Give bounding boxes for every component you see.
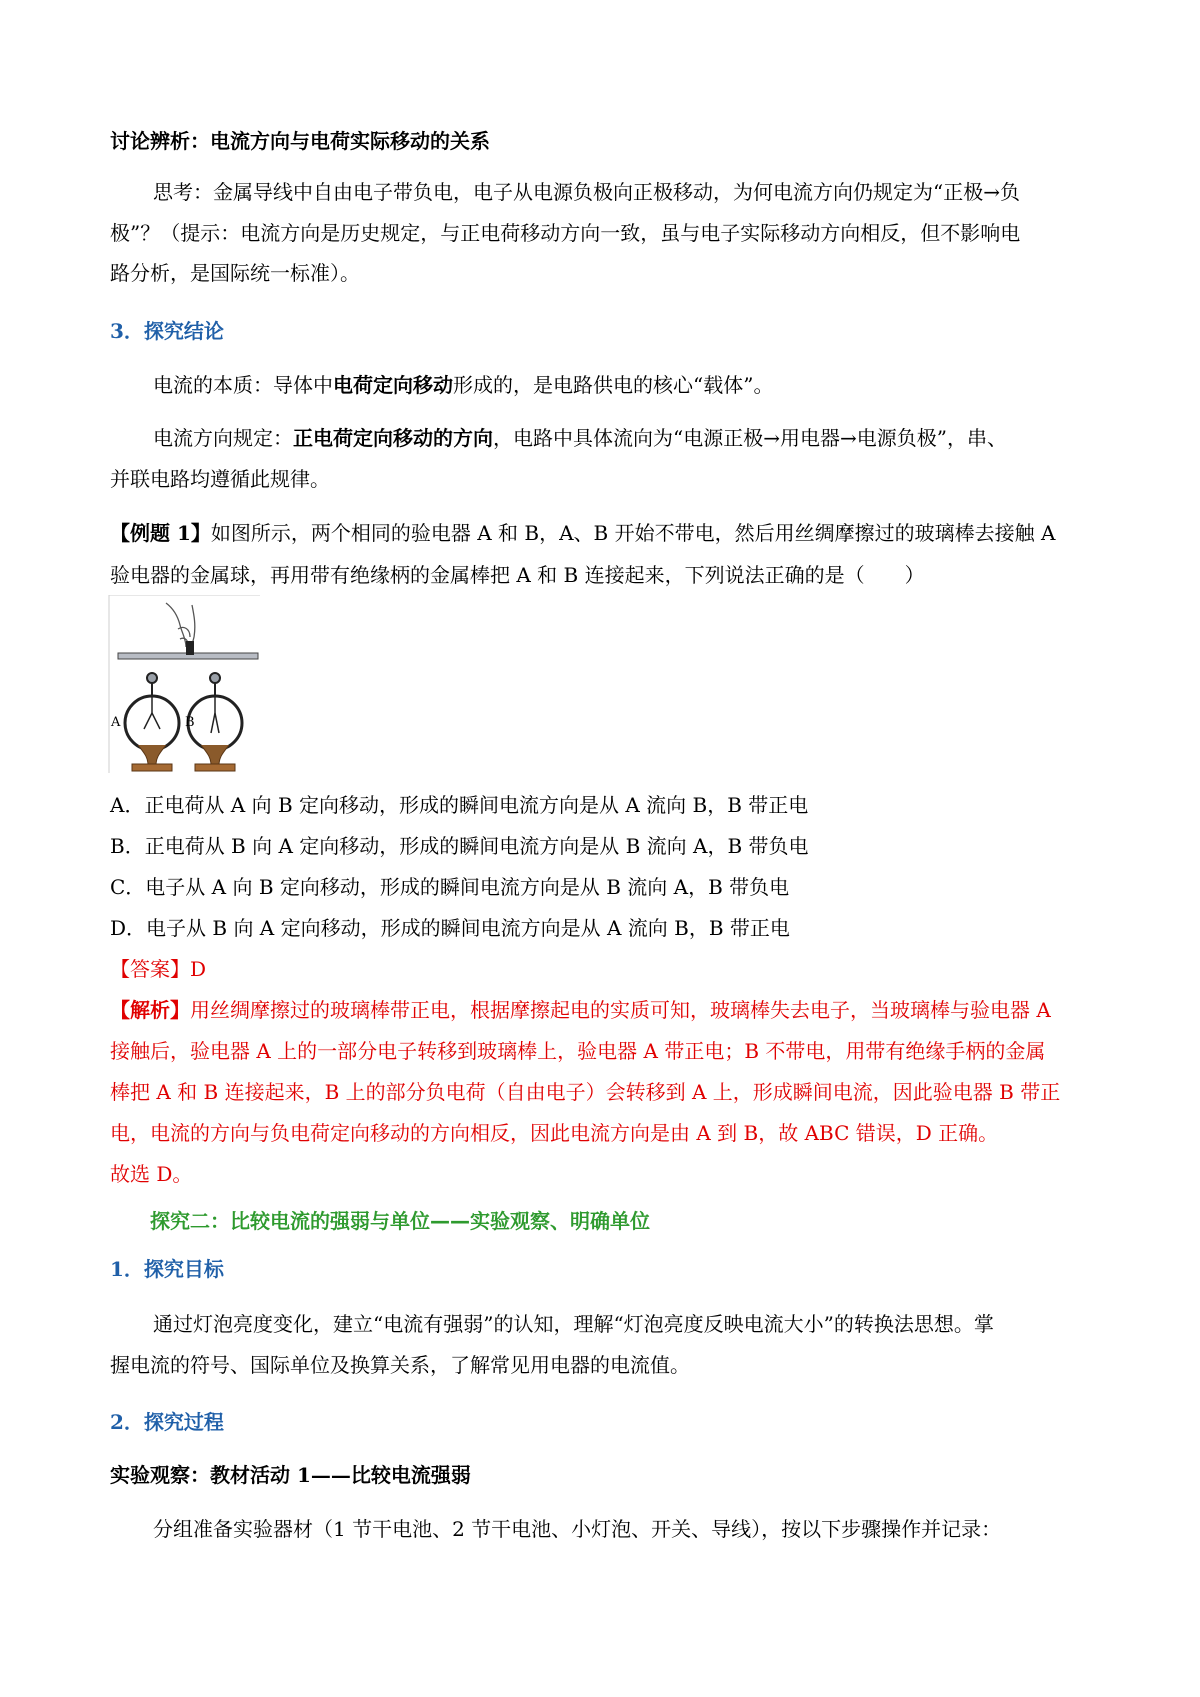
analysis-line-1 <box>110 996 1051 1024</box>
option-c: C．电子从 A 向 B 定向移动，形成的瞬间电流方向是从 B 流向 A，B 带负电 <box>110 875 790 899</box>
text-run: 形成的，是电路供电的核心“载体”。 <box>453 373 774 397</box>
analysis-text: 用丝绸摩擦过的玻璃棒带正电，根据摩擦起电的实质可知，玻璃棒失去电子，当玻璃棒与验电器 A <box>190 998 1051 1022</box>
hand-icon <box>166 603 195 647</box>
insulated-handle <box>186 641 194 655</box>
analysis-line-5: 故选 D。 <box>110 1162 193 1186</box>
example-text: 如图所示，两个相同的验电器 A 和 B，A、B 开始不带电，然后用丝绸摩擦过的玻璃棒去接触 A <box>210 521 1056 545</box>
answer-value: D <box>190 957 207 981</box>
emphasis-run: 正电荷定向移动的方向 <box>293 426 493 450</box>
text-run: ，电路中具体流向为“电源正极→用电器→电源负极”，串、 <box>493 426 1007 450</box>
conclusion-paragraph-2 <box>153 424 1007 452</box>
think-line-3: 路分析，是国际统一标准）。 <box>110 261 360 285</box>
goal-line-1: 通过灯泡亮度变化，建立“电流有强弱”的认知，理解“灯泡亮度反映电流大小”的转换法思想。掌 <box>153 1312 994 1336</box>
text-run: 电流的本质：导体中 <box>153 373 333 397</box>
discussion-heading: 讨论辨析：电流方向与电荷实际移动的关系 <box>110 129 490 153</box>
analysis-line-4: 电，电流的方向与负电荷定向移动的方向相反，因此电流方向是由 A 到 B，故 ABC 错误，D 正确。 <box>110 1121 999 1145</box>
example-tag: 【例题 1】 <box>110 521 211 545</box>
text-run: 电流方向规定： <box>153 426 293 450</box>
conclusion-paragraph-1 <box>153 371 773 399</box>
analysis-line-2: 接触后，验电器 A 上的一部分电子转移到玻璃棒上，验电器 A 带正电；B 不带电，用带有绝缘手柄的金属 <box>110 1039 1046 1063</box>
experiment-heading: 实验观察：教材活动 1——比较电流强弱 <box>110 1463 471 1487</box>
think-line-1: 思考：金属导线中自由电子带负电，电子从电源负极向正极移动，为何电流方向仍规定为“正极→负 <box>153 180 1020 204</box>
analysis-line-3: 棒把 A 和 B 连接起来，B 上的部分负电荷（自由电子）会转移到 A 上，形成瞬间电流，因此验电器 B 带正 <box>110 1080 1061 1104</box>
option-b: B．正电荷从 B 向 A 定向移动，形成的瞬间电流方向是从 B 流向 A，B 带负电 <box>110 834 809 858</box>
electroscope-b <box>188 673 242 750</box>
conclusion-heading: 3．探究结论 <box>110 319 224 343</box>
label-a: A <box>111 715 121 730</box>
example-line-2: 验电器的金属球，再用带有绝缘柄的金属棒把 A 和 B 连接起来，下列说法正确的是（ ） <box>110 563 925 587</box>
conclusion-paragraph-2-cont: 并联电路均遵循此规律。 <box>110 467 330 491</box>
option-a: A．正电荷从 A 向 B 定向移动，形成的瞬间电流方向是从 A 流向 B，B 带正电 <box>110 793 809 817</box>
section2-heading-1: 1．探究目标 <box>110 1257 224 1281</box>
think-line-2: 极”？（提示：电流方向是历史规定，与正电荷移动方向一致，虽与电子实际移动方向相反，但不影响电 <box>110 221 1021 245</box>
example-line-1 <box>110 519 1055 547</box>
experiment-text: 分组准备实验器材（1 节干电池、2 节干电池、小灯泡、开关、导线），按以下步骤操作并记录： <box>153 1517 1002 1541</box>
electroscope-figure <box>108 595 260 773</box>
section2-title: 探究二：比较电流的强弱与单位——实验观察、明确单位 <box>150 1209 650 1233</box>
section2-heading-2: 2．探究过程 <box>110 1410 224 1434</box>
electroscope-a <box>125 673 179 750</box>
answer-line <box>110 955 206 983</box>
analysis-tag: 【解析】 <box>110 998 190 1022</box>
goal-line-2: 握电流的符号、国际单位及换算关系，了解常见用电器的电流值。 <box>110 1353 690 1377</box>
option-d: D．电子从 B 向 A 定向移动，形成的瞬间电流方向是从 A 流向 B，B 带正电 <box>110 916 790 940</box>
emphasis-run: 电荷定向移动 <box>333 373 453 397</box>
answer-tag: 【答案】 <box>110 957 190 981</box>
label-b: B <box>185 715 195 730</box>
